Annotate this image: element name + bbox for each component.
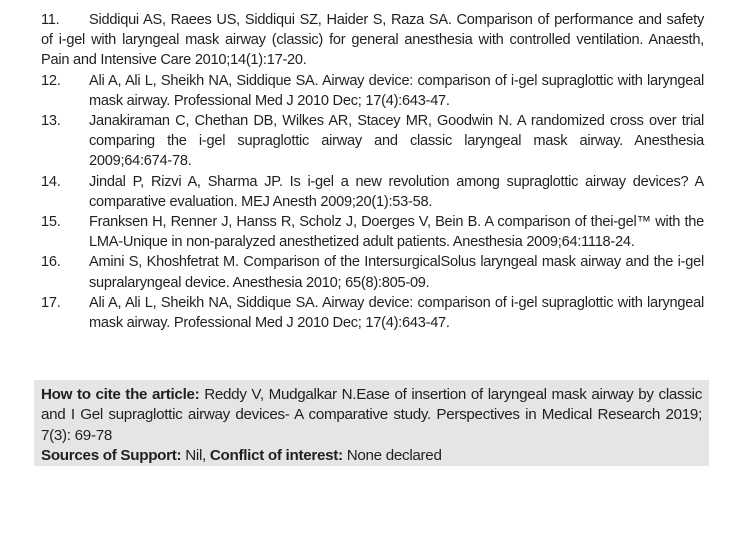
reference-number: 13. <box>41 113 61 130</box>
conflict-value: None declared <box>342 447 442 465</box>
reference-item-15 <box>41 212 704 252</box>
reference-number: 12. <box>41 72 61 89</box>
reference-text: Jindal P, Rizvi A, Sharma JP. Is i-gel a new revolution among supraglottic airway devices? A comparative evaluation. MEJ Anesth 2009;20(1):53-58. <box>89 173 704 210</box>
citation-text: Reddy V, Mudgalkar N.Ease of insertion of laryngeal mask airway by classic and I Gel supraglottic airway devices- A comparative study. Perspectives in Medical Research 2019; 7(3): 69-78 <box>41 386 702 444</box>
reference-item-17 <box>41 293 704 333</box>
reference-item-16 <box>41 252 704 292</box>
citation-paragraph <box>41 385 702 446</box>
reference-number: 16. <box>41 254 61 271</box>
reference-item-14 <box>41 172 704 212</box>
reference-text: Siddiqui AS, Raees US, Siddiqui SZ, Haider S, Raza SA. Comparison of performance and safety of i-gel with laryngeal mask airway (classic) for general anesthesia with controlled ventilation. Anaesth, Pain and Intensive Care 2010;14(1):17-20. <box>41 12 704 69</box>
sources-label: Sources of Support: <box>41 447 182 465</box>
reference-number: 11. <box>41 12 60 28</box>
reference-number: 15. <box>41 214 61 231</box>
citation-label: How to cite the article: <box>41 386 200 403</box>
reference-item-12 <box>41 71 704 111</box>
reference-item-13 <box>41 111 704 172</box>
reference-text: Janakiraman C, Chethan DB, Wilkes AR, Stacey MR, Goodwin N. A randomized cross over trial comparing the i-gel supraglottic airway and classic laryngeal mask airway. Anesthesia 2009;64:674-78. <box>89 113 704 170</box>
reference-number: 14. <box>41 173 61 190</box>
reference-text: Ali A, Ali L, Sheikh NA, Siddique SA. Airway device: comparison of i-gel supraglottic with laryngeal mask airway. Professional Med J 2010 Dec; 17(4):643-47. <box>89 72 704 109</box>
reference-text: Ali A, Ali L, Sheikh NA, Siddique SA. Airway device: comparison of i-gel supraglottic with laryngeal mask airway. Professional Med J 2010 Dec; 17(4):643-47. <box>89 294 704 332</box>
conflict-label: Conflict of interest: <box>209 447 343 465</box>
reference-text: Amini S, Khoshfetrat M. Comparison of the IntersurgicalSolus laryngeal mask airway and the i-gel supralaryngeal device. Anesthesia 2010; 65(8):805-09. <box>89 254 704 291</box>
reference-text: Franksen H, Renner J, Hanss R, Scholz J, Doerges V, Bein B. A comparison of thei-gel™ with the LMA-Unique in non-paralyzed anesthetized adult patients. Anesthesia 2009;64:1118-24. <box>89 214 704 251</box>
reference-item-11 <box>41 10 704 71</box>
citation-box <box>34 380 709 466</box>
reference-number: 17. <box>41 294 61 311</box>
support-paragraph <box>41 446 702 466</box>
reference-list <box>41 10 704 333</box>
sources-value: Nil, <box>181 447 210 465</box>
